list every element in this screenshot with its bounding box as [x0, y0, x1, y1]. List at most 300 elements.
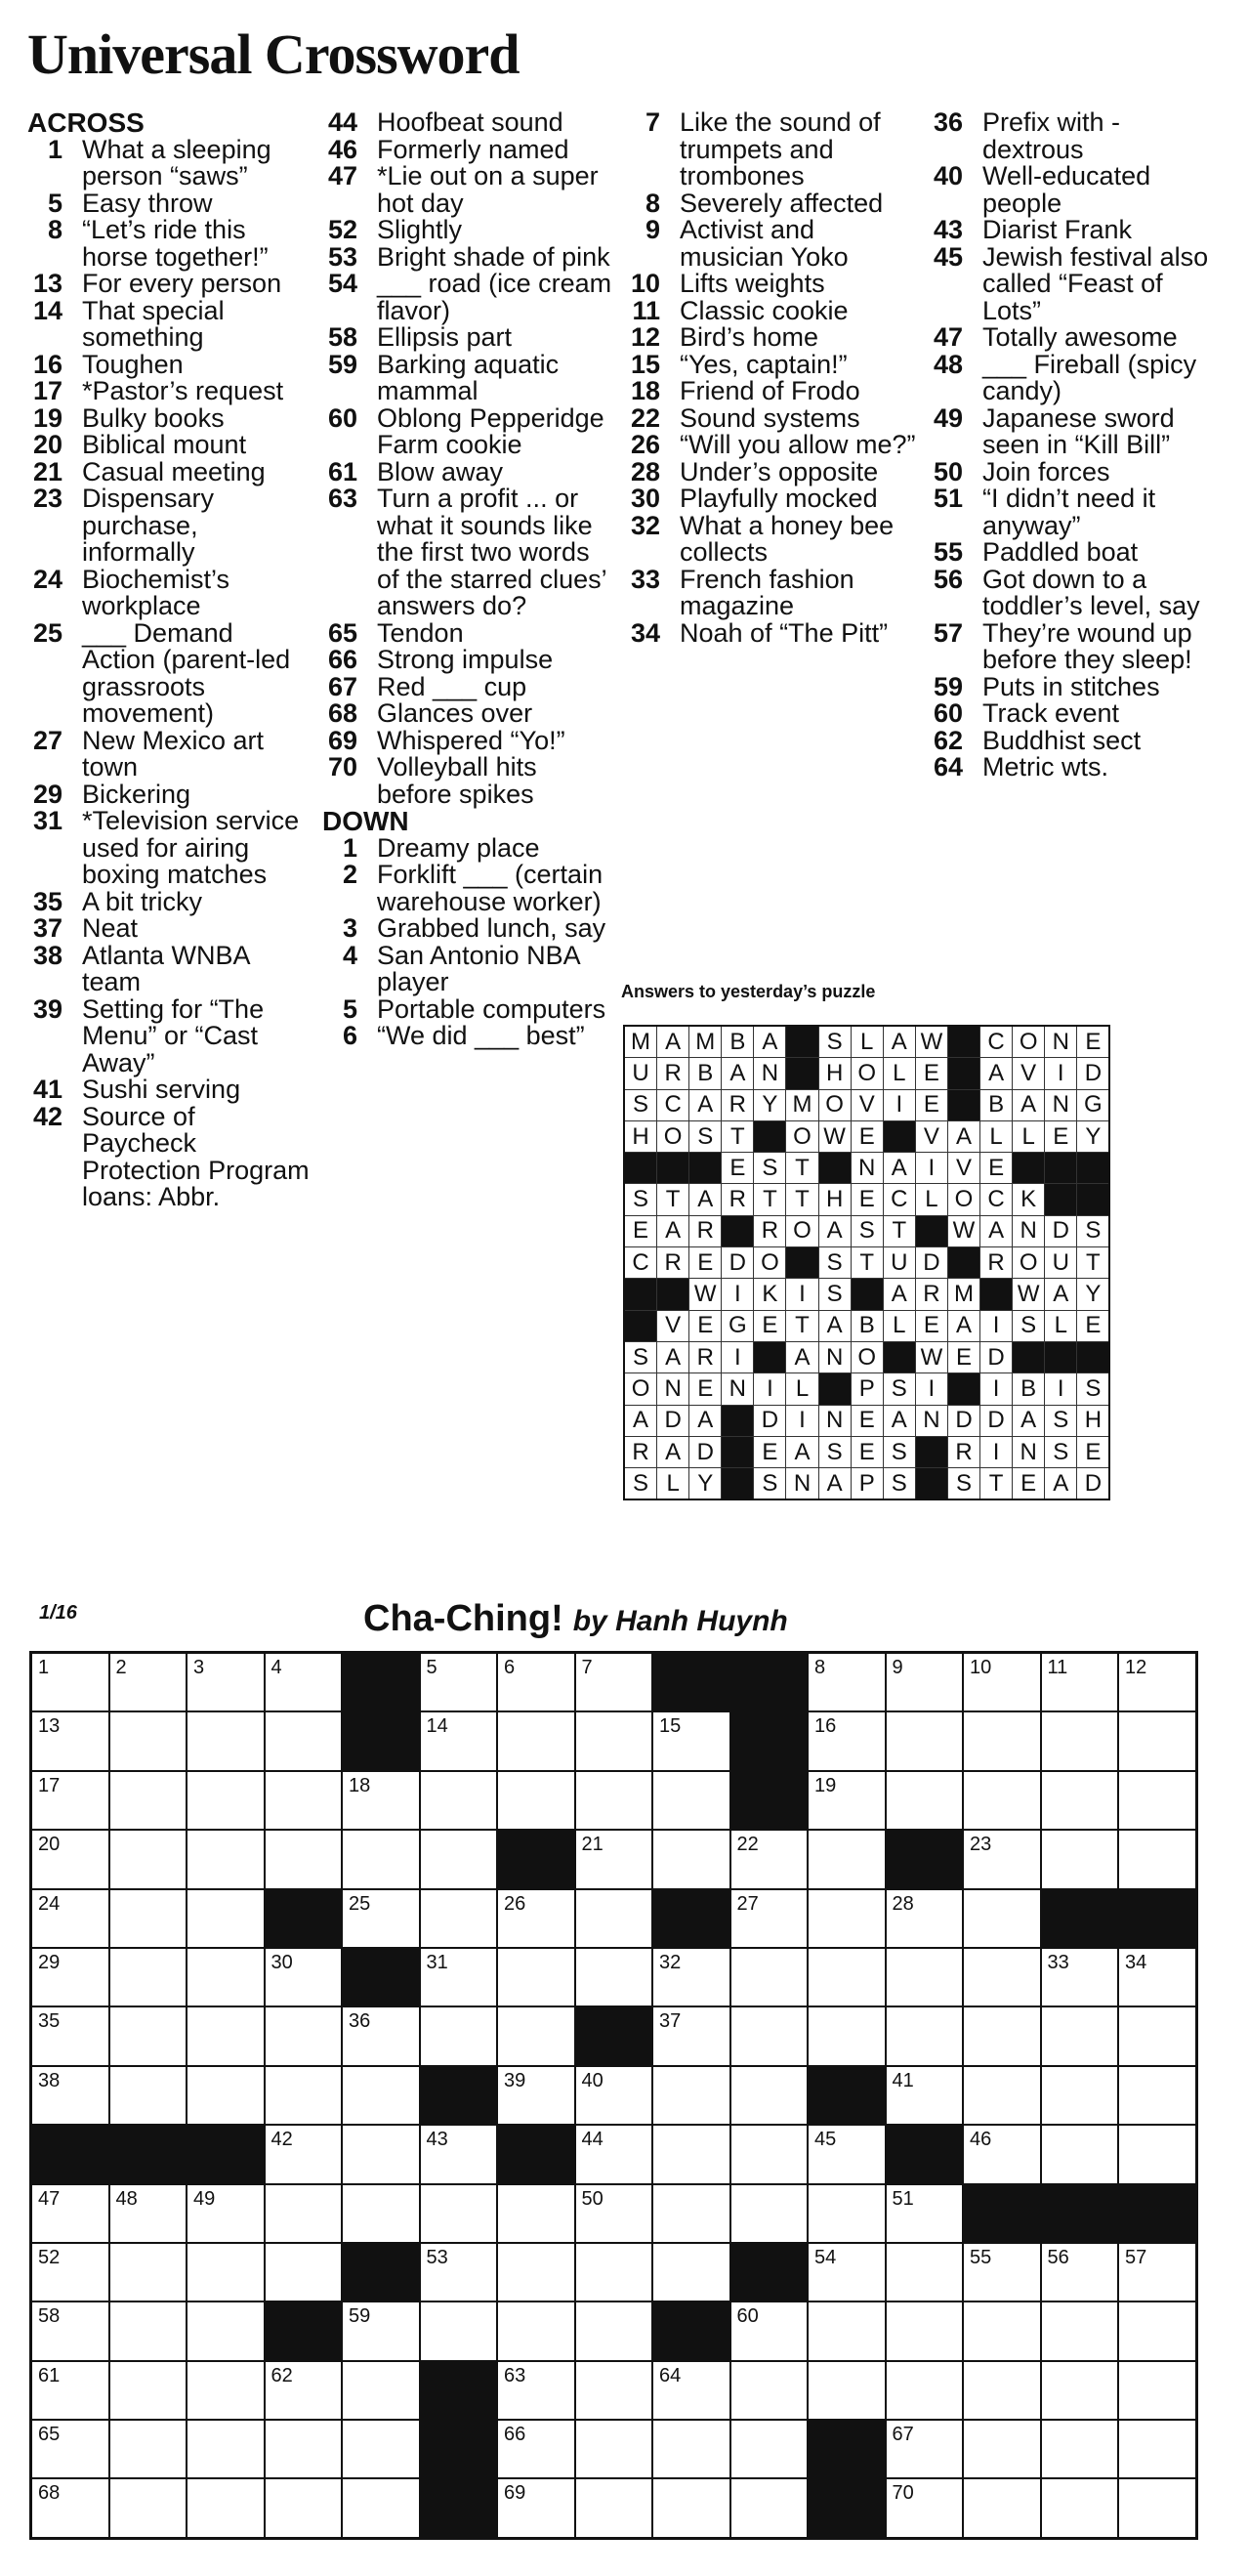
answer-cell: E: [1077, 1436, 1110, 1467]
grid-cell[interactable]: [265, 1653, 343, 1712]
grid-cell[interactable]: [652, 2243, 730, 2302]
clue-text: Portable computers: [377, 993, 606, 1024]
grid-cell[interactable]: [187, 1948, 265, 2006]
grid-cell[interactable]: [1041, 2243, 1119, 2302]
grid-cell[interactable]: [187, 2302, 265, 2360]
grid-cell[interactable]: [1041, 2420, 1119, 2478]
grid-cell[interactable]: [31, 2302, 109, 2360]
grid-cell[interactable]: [187, 1830, 265, 1888]
clue-item: [625, 402, 918, 433]
grid-cell[interactable]: [265, 1771, 343, 1830]
grid-cell[interactable]: [31, 1889, 109, 1948]
grid-cell[interactable]: [575, 2361, 653, 2420]
grid-cell[interactable]: [420, 1771, 498, 1830]
clue-item: [322, 940, 615, 996]
cell-number: 55: [970, 2246, 992, 2268]
clue-item: [625, 510, 918, 567]
grid-cell[interactable]: [886, 2066, 964, 2125]
clue-number: 19: [32, 402, 62, 433]
answer-cell: M: [786, 1089, 818, 1120]
cell-number: 33: [1047, 1951, 1069, 1973]
grid-cell[interactable]: [497, 1771, 575, 1830]
grid-cell[interactable]: [808, 2302, 886, 2360]
grid-cell[interactable]: [730, 1948, 809, 2006]
grid-cell[interactable]: [730, 2420, 809, 2478]
grid-cell[interactable]: [575, 1771, 653, 1830]
answer-black-square: [883, 1120, 915, 1152]
grid-cell[interactable]: [420, 1711, 498, 1770]
grid-cell[interactable]: [420, 1948, 498, 2006]
grid-cell[interactable]: [1118, 1830, 1196, 1888]
cell-number: 67: [892, 2424, 914, 2446]
grid-row: [31, 2478, 1197, 2538]
grid-cell[interactable]: [963, 1948, 1041, 2006]
answer-cell: N: [818, 1341, 851, 1372]
clue-number: 27: [32, 725, 62, 755]
answer-cell: C: [980, 1026, 1013, 1058]
grid-cell[interactable]: [963, 2125, 1041, 2183]
clue-item: [928, 725, 1221, 755]
grid-cell[interactable]: [109, 2302, 187, 2360]
grid-cell[interactable]: [1118, 2066, 1196, 2125]
grid-cell[interactable]: [109, 2361, 187, 2420]
grid-cell[interactable]: [808, 1653, 886, 1712]
grid-cell[interactable]: [963, 1771, 1041, 1830]
grid-cell[interactable]: [497, 2243, 575, 2302]
cell-number: 57: [1125, 2246, 1147, 2268]
answers-row: [624, 1436, 1109, 1467]
answer-cell: A: [818, 1468, 851, 1500]
grid-cell[interactable]: [652, 1948, 730, 2006]
answer-black-square: [624, 1310, 657, 1341]
grid-cell[interactable]: [187, 2066, 265, 2125]
grid-cell[interactable]: [342, 2361, 420, 2420]
grid-cell[interactable]: [342, 2006, 420, 2065]
grid-cell[interactable]: [575, 2125, 653, 2183]
answer-cell: O: [1013, 1247, 1045, 1279]
grid-cell[interactable]: [31, 2066, 109, 2125]
grid-cell[interactable]: [730, 2125, 809, 2183]
answer-cell: W: [915, 1341, 947, 1372]
answer-cell: S: [818, 1026, 851, 1058]
grid-cell[interactable]: [963, 1830, 1041, 1888]
grid-cell[interactable]: [420, 1889, 498, 1948]
grid-cell[interactable]: [808, 2125, 886, 2183]
grid-cell[interactable]: [652, 2420, 730, 2478]
grid-cell[interactable]: [31, 1711, 109, 1770]
grid-cell[interactable]: [808, 2243, 886, 2302]
grid-cell[interactable]: [1041, 1653, 1119, 1712]
grid-cell[interactable]: [265, 1711, 343, 1770]
answer-cell: L: [883, 1058, 915, 1089]
grid-cell[interactable]: [1041, 2006, 1119, 2065]
answer-cell: T: [786, 1184, 818, 1215]
grid-cell[interactable]: [109, 2066, 187, 2125]
answer-cell: A: [980, 1215, 1013, 1246]
grid-cell[interactable]: [187, 1711, 265, 1770]
grid-cell[interactable]: [497, 2184, 575, 2243]
answer-cell: W: [689, 1279, 722, 1310]
grid-cell[interactable]: [265, 2361, 343, 2420]
black-square: [497, 1830, 575, 1888]
grid-cell[interactable]: [31, 2420, 109, 2478]
clue-number: 1: [47, 134, 62, 164]
grid-cell[interactable]: [730, 2361, 809, 2420]
grid-cell[interactable]: [808, 1771, 886, 1830]
cell-number: 51: [892, 2187, 914, 2210]
grid-cell[interactable]: [730, 2302, 809, 2360]
grid-cell[interactable]: [31, 2006, 109, 2065]
grid-cell[interactable]: [1118, 1711, 1196, 1770]
cell-number: 6: [504, 1657, 516, 1678]
answer-cell: I: [722, 1341, 754, 1372]
grid-cell[interactable]: [1118, 2361, 1196, 2420]
grid-cell[interactable]: [963, 2066, 1041, 2125]
clue-number: 32: [630, 510, 660, 540]
grid-cell[interactable]: [808, 2184, 886, 2243]
clue-text: Red ___ cup: [377, 671, 527, 701]
grid-cell[interactable]: [963, 2006, 1041, 2065]
grid-cell[interactable]: [342, 2066, 420, 2125]
answer-cell: B: [980, 1089, 1013, 1120]
black-square: [1041, 2184, 1119, 2243]
answer-black-square: [786, 1026, 818, 1058]
grid-cell[interactable]: [1041, 2125, 1119, 2183]
grid-cell[interactable]: [265, 2420, 343, 2478]
grid-cell[interactable]: [420, 2184, 498, 2243]
cell-number: 40: [581, 2069, 604, 2091]
grid-cell[interactable]: [342, 2420, 420, 2478]
clue-text: Bird’s home: [680, 322, 819, 352]
grid-cell[interactable]: [497, 2006, 575, 2065]
clue-number: 49: [933, 402, 963, 433]
grid-cell[interactable]: [109, 1653, 187, 1712]
grid-cell[interactable]: [808, 1830, 886, 1888]
grid-cell[interactable]: [886, 2361, 964, 2420]
grid-cell[interactable]: [652, 1711, 730, 1770]
grid-cell[interactable]: [575, 2302, 653, 2360]
grid-cell[interactable]: [575, 1948, 653, 2006]
grid-cell[interactable]: [497, 2478, 575, 2538]
grid-cell[interactable]: [808, 1948, 886, 2006]
grid-cell[interactable]: [187, 1771, 265, 1830]
clue-text: New Mexico art town: [82, 725, 265, 781]
grid-cell[interactable]: [1118, 2478, 1196, 2538]
grid-cell[interactable]: [886, 2184, 964, 2243]
answer-cell: E: [722, 1153, 754, 1184]
answer-cell: D: [689, 1436, 722, 1467]
grid-cell[interactable]: [886, 2478, 964, 2538]
clue-number: 63: [327, 484, 357, 513]
clue-item: [322, 217, 615, 244]
grid-cell[interactable]: [497, 1653, 575, 1712]
grid-cell[interactable]: [1118, 2302, 1196, 2360]
grid-cell[interactable]: [1118, 2125, 1196, 2183]
cell-number: 34: [1125, 1951, 1147, 1973]
grid-cell[interactable]: [265, 2243, 343, 2302]
grid-cell[interactable]: [109, 2006, 187, 2065]
grid-cell[interactable]: [730, 2478, 809, 2538]
grid-cell[interactable]: [575, 2184, 653, 2243]
clue-text: Slightly: [377, 215, 463, 244]
answer-cell: S: [624, 1341, 657, 1372]
grid-cell[interactable]: [265, 2066, 343, 2125]
cell-number: 5: [426, 1657, 437, 1678]
grid-cell[interactable]: [265, 1830, 343, 1888]
grid-cell[interactable]: [963, 1653, 1041, 1712]
grid-cell[interactable]: [808, 2361, 886, 2420]
grid-cell[interactable]: [1118, 2243, 1196, 2302]
grid-cell[interactable]: [963, 2478, 1041, 2538]
grid-row: [31, 2302, 1197, 2360]
grid-cell[interactable]: [886, 1889, 964, 1948]
grid-cell[interactable]: [420, 2006, 498, 2065]
grid-cell[interactable]: [730, 1830, 809, 1888]
grid-cell[interactable]: [420, 2243, 498, 2302]
cell-number: 23: [970, 1834, 992, 1856]
grid-cell[interactable]: [187, 2243, 265, 2302]
grid-cell[interactable]: [109, 2478, 187, 2538]
grid-cell[interactable]: [963, 1889, 1041, 1948]
grid-cell[interactable]: [963, 1711, 1041, 1770]
clue-number: 66: [327, 645, 357, 674]
grid-cell[interactable]: [652, 2125, 730, 2183]
grid-cell[interactable]: [1041, 2302, 1119, 2360]
answer-cell: N: [722, 1373, 754, 1405]
grid-cell[interactable]: [886, 1653, 964, 1712]
grid-cell[interactable]: [1118, 1948, 1196, 2006]
cell-number: 70: [892, 2482, 914, 2505]
grid-cell[interactable]: [109, 1771, 187, 1830]
grid-cell[interactable]: [886, 1711, 964, 1770]
answer-black-square: [1045, 1153, 1077, 1184]
answer-cell: V: [915, 1120, 947, 1152]
clue-text: San Antonio NBA player: [377, 940, 580, 996]
grid-cell[interactable]: [342, 2478, 420, 2538]
grid-cell[interactable]: [886, 2302, 964, 2360]
cell-number: 50: [581, 2187, 604, 2210]
clue-column-3: [625, 109, 918, 647]
grid-cell[interactable]: [342, 1771, 420, 1830]
grid-cell[interactable]: [808, 1711, 886, 1770]
grid-cell[interactable]: [187, 2420, 265, 2478]
answer-black-square: [1077, 1341, 1110, 1372]
grid-cell[interactable]: [31, 2243, 109, 2302]
grid-cell[interactable]: [497, 2361, 575, 2420]
clue-item: [928, 700, 1221, 728]
cell-number: 1: [38, 1657, 50, 1678]
grid-cell[interactable]: [1041, 2361, 1119, 2420]
grid-cell[interactable]: [963, 2302, 1041, 2360]
grid-cell[interactable]: [265, 1948, 343, 2006]
clue-item: [625, 349, 918, 379]
grid-cell[interactable]: [187, 1889, 265, 1948]
grid-cell[interactable]: [730, 2066, 809, 2125]
grid-cell[interactable]: [652, 2361, 730, 2420]
cell-number: 42: [271, 2129, 293, 2151]
grid-cell[interactable]: [886, 2006, 964, 2065]
answer-cell: B: [722, 1026, 754, 1058]
grid-cell[interactable]: [109, 2420, 187, 2478]
grid-cell[interactable]: [1041, 1711, 1119, 1770]
black-square: [342, 2243, 420, 2302]
grid-cell[interactable]: [187, 2478, 265, 2538]
answer-cell: B: [851, 1310, 883, 1341]
answer-cell: E: [915, 1310, 947, 1341]
answer-cell: S: [883, 1373, 915, 1405]
grid-cell[interactable]: [1118, 1771, 1196, 1830]
grid-cell[interactable]: [886, 2420, 964, 2478]
grid-cell[interactable]: [109, 1948, 187, 2006]
answer-cell: N: [754, 1058, 786, 1089]
black-square: [342, 1711, 420, 1770]
black-square: [963, 2184, 1041, 2243]
grid-cell[interactable]: [575, 1889, 653, 1948]
grid-cell[interactable]: [575, 1830, 653, 1888]
answer-cell: T: [980, 1468, 1013, 1500]
grid-cell[interactable]: [31, 1653, 109, 1712]
cell-number: 65: [38, 2424, 61, 2446]
grid-cell[interactable]: [31, 2478, 109, 2538]
grid-cell[interactable]: [497, 2066, 575, 2125]
grid-cell[interactable]: [497, 1948, 575, 2006]
grid-cell[interactable]: [31, 1830, 109, 1888]
clue-number: 40: [933, 161, 963, 190]
puzzle-date: 1/16: [39, 1602, 77, 1624]
grid-cell[interactable]: [342, 1889, 420, 1948]
answer-cell: N: [1013, 1215, 1045, 1246]
grid-cell[interactable]: [187, 1653, 265, 1712]
grid-cell[interactable]: [886, 2243, 964, 2302]
grid-cell[interactable]: [31, 2184, 109, 2243]
grid-cell[interactable]: [265, 2184, 343, 2243]
grid-cell[interactable]: [652, 1771, 730, 1830]
grid-cell[interactable]: [575, 1653, 653, 1712]
grid-cell[interactable]: [342, 2302, 420, 2360]
grid-cell[interactable]: [187, 2184, 265, 2243]
grid-cell[interactable]: [652, 2006, 730, 2065]
answer-cell: A: [689, 1184, 722, 1215]
clue-column-2: [322, 109, 615, 1050]
clue-number: 9: [645, 215, 660, 244]
cell-number: 20: [38, 1834, 61, 1856]
answer-cell: O: [754, 1247, 786, 1279]
cell-number: 56: [1047, 2246, 1069, 2268]
clue-text: “We did ___ best”: [377, 1021, 585, 1050]
grid-cell[interactable]: [730, 2184, 809, 2243]
grid-cell[interactable]: [808, 2006, 886, 2065]
grid-cell[interactable]: [575, 2066, 653, 2125]
grid-cell[interactable]: [652, 2066, 730, 2125]
answer-cell: A: [657, 1436, 689, 1467]
clue-number: 43: [933, 215, 963, 244]
grid-cell[interactable]: [1041, 2478, 1119, 2538]
clue-item: [322, 993, 615, 1024]
grid-cell[interactable]: [575, 1711, 653, 1770]
grid-cell[interactable]: [886, 1948, 964, 2006]
grid-cell[interactable]: [497, 1889, 575, 1948]
grid-cell[interactable]: [420, 1653, 498, 1712]
grid-cell[interactable]: [109, 2243, 187, 2302]
grid-cell[interactable]: [420, 2302, 498, 2360]
grid-cell[interactable]: [497, 2302, 575, 2360]
grid-cell[interactable]: [109, 2184, 187, 2243]
grid-cell[interactable]: [265, 2006, 343, 2065]
grid-cell[interactable]: [265, 2478, 343, 2538]
grid-cell[interactable]: [342, 2184, 420, 2243]
grid-cell[interactable]: [730, 1889, 809, 1948]
answer-cell: I: [722, 1279, 754, 1310]
grid-cell[interactable]: [886, 1771, 964, 1830]
grid-cell[interactable]: [31, 2361, 109, 2420]
grid-cell[interactable]: [342, 1830, 420, 1888]
grid-cell[interactable]: [963, 2243, 1041, 2302]
answers-title: Answers to yesterday’s puzzle: [621, 982, 876, 1001]
grid-cell[interactable]: [265, 2125, 343, 2183]
grid-cell[interactable]: [420, 1830, 498, 1888]
grid-cell[interactable]: [109, 1711, 187, 1770]
grid-cell[interactable]: [575, 2243, 653, 2302]
answer-cell: I: [915, 1153, 947, 1184]
grid-cell[interactable]: [420, 2125, 498, 2183]
grid-cell[interactable]: [342, 2125, 420, 2183]
grid-cell[interactable]: [31, 1948, 109, 2006]
clue-column-1: [27, 109, 311, 1211]
grid-cell[interactable]: [575, 2420, 653, 2478]
grid-cell[interactable]: [652, 1830, 730, 1888]
grid-cell[interactable]: [575, 2478, 653, 2538]
answers-row: [624, 1310, 1109, 1341]
answer-cell: D: [980, 1341, 1013, 1372]
clue-text: Source of Paycheck Protection Program loans: Abbr.: [82, 1101, 310, 1211]
grid-cell[interactable]: [497, 1711, 575, 1770]
grid-cell[interactable]: [1041, 1830, 1119, 1888]
clue-number: 62: [933, 725, 963, 755]
grid-cell[interactable]: [1118, 1653, 1196, 1712]
clue-text: French fashion magazine: [680, 564, 854, 620]
grid-cell[interactable]: [963, 2361, 1041, 2420]
clue-number: 18: [630, 376, 660, 405]
grid-cell[interactable]: [497, 2420, 575, 2478]
clue-item: [27, 432, 311, 459]
grid-cell[interactable]: [187, 2361, 265, 2420]
grid-cell[interactable]: [31, 1771, 109, 1830]
clue-item: [625, 378, 918, 405]
grid-cell[interactable]: [1118, 2006, 1196, 2065]
clue-number: 15: [630, 349, 660, 379]
grid-cell[interactable]: [1118, 2420, 1196, 2478]
grid-cell[interactable]: [187, 2006, 265, 2065]
answer-cell: B: [689, 1058, 722, 1089]
grid-cell[interactable]: [963, 2420, 1041, 2478]
grid-cell[interactable]: [109, 1830, 187, 1888]
grid-cell[interactable]: [1041, 1948, 1119, 2006]
grid-cell[interactable]: [730, 2006, 809, 2065]
grid-cell[interactable]: [109, 1889, 187, 1948]
answer-cell: O: [1013, 1026, 1045, 1058]
clue-text: Biochemist’s workplace: [82, 564, 230, 620]
clue-text: Got down to a toddler’s level, say: [982, 564, 1200, 620]
answer-cell: E: [754, 1310, 786, 1341]
answers-row: [624, 1405, 1109, 1436]
grid-cell[interactable]: [652, 2478, 730, 2538]
grid-cell[interactable]: [1041, 1771, 1119, 1830]
grid-cell[interactable]: [652, 2184, 730, 2243]
grid-cell[interactable]: [808, 1889, 886, 1948]
clue-text: Japanese sword seen in “Kill Bill”: [982, 402, 1175, 459]
answer-black-square: [1013, 1153, 1045, 1184]
grid-cell[interactable]: [1041, 2066, 1119, 2125]
